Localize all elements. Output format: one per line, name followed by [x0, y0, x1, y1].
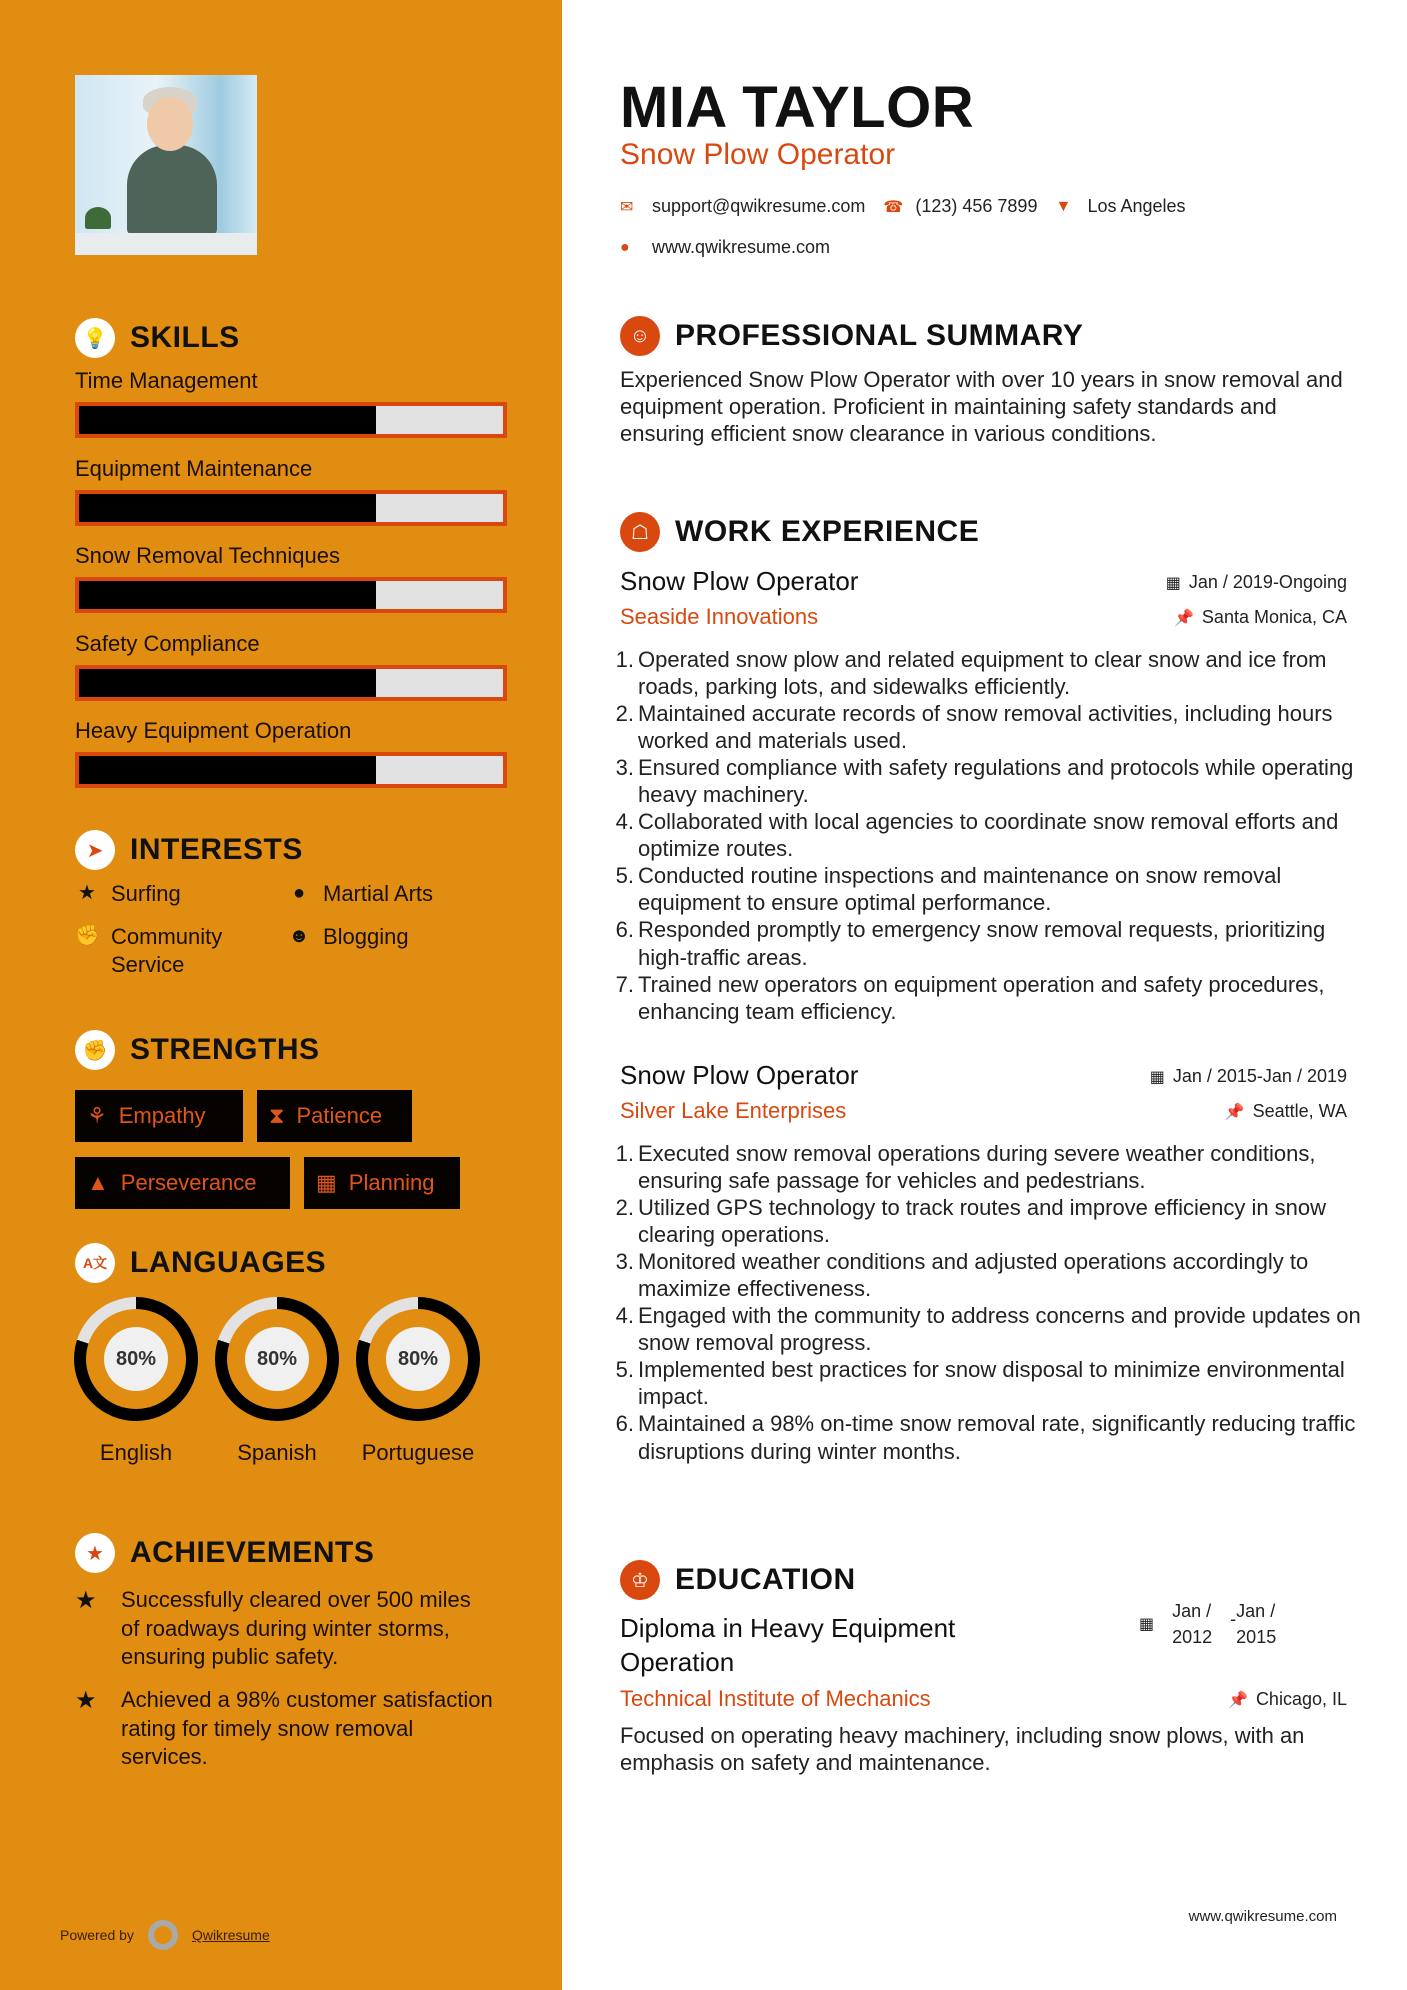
education-location-text: Chicago, IL	[1255, 1689, 1347, 1709]
achievement-item	[75, 1586, 495, 1672]
strength-label: Patience	[296, 1103, 383, 1128]
date-separator: -	[1230, 1609, 1237, 1629]
qwikresume-link[interactable]: Qwikresume	[191, 1927, 270, 1943]
pushpin-icon: 📌	[1224, 1103, 1245, 1121]
achievements-title: ACHIEVEMENTS	[130, 1536, 375, 1569]
skill-fill	[79, 406, 376, 434]
job-title: Snow Plow Operator	[620, 1060, 859, 1090]
interest-label: Community Service	[111, 923, 223, 978]
bullet-number: 1.	[615, 1141, 634, 1166]
globe-icon: ●	[620, 238, 630, 256]
phone-text: (123) 456 7899	[915, 196, 1038, 216]
bullet-number: 2.	[615, 701, 634, 727]
skill-bar	[75, 752, 507, 788]
contact-row	[620, 196, 1186, 217]
job-company: Seaside Innovations	[620, 604, 819, 629]
profile-photo	[75, 75, 257, 255]
handshake-icon: ⚘	[87, 1103, 107, 1128]
skill-item	[75, 368, 507, 438]
interest-label: Blogging	[323, 923, 409, 949]
languages-header	[75, 1243, 326, 1283]
job-bullet	[612, 1248, 1372, 1302]
strength-label: Planning	[348, 1170, 435, 1195]
sidebar	[0, 0, 562, 1990]
strength-badge	[257, 1090, 412, 1142]
interests-header	[75, 830, 303, 870]
language-item	[356, 1297, 480, 1468]
location-text: Los Angeles	[1087, 196, 1186, 216]
calendar-icon: ▦	[1165, 574, 1181, 592]
job-bullet	[612, 1410, 1372, 1464]
bullet-number: 5.	[615, 1357, 634, 1383]
job-location	[1225, 1101, 1347, 1122]
calendar-icon: ▦	[1139, 1615, 1155, 1633]
skill-fill	[79, 581, 376, 609]
summary-text: Experienced Snow Plow Operator with over 10 years in snow removal and equipment operation. Proficient in maintaining safety standards and ensuring efficient snow clearance in various conditions.	[620, 367, 1343, 447]
office-chair-icon: ☖	[620, 512, 660, 552]
language-label: Portuguese	[361, 1440, 475, 1465]
job-bullet	[612, 754, 1372, 808]
interest-item	[287, 923, 507, 980]
skill-label: Time Management	[75, 368, 258, 393]
education-end	[1230, 1598, 1276, 1650]
bullet-text: Operated snow plow and related equipment to clear snow and ice from roads, parking lots, and sidewalks efficiently.	[638, 647, 1327, 700]
lightbulb-icon: 💡	[75, 318, 115, 358]
job-bullet	[612, 862, 1372, 916]
job-bullet	[612, 808, 1372, 862]
job-bullet	[612, 1140, 1372, 1194]
skill-label: Heavy Equipment Operation	[75, 718, 352, 743]
bullet-text: Maintained a 98% on-time snow removal rate, significantly reducing traffic disruptions during winter months.	[638, 1411, 1356, 1464]
interest-item	[287, 880, 507, 909]
footer-website-link[interactable]: www.qwikresume.com	[1188, 1908, 1337, 1925]
skills-title: SKILLS	[130, 321, 240, 354]
job-bullets	[612, 1140, 1372, 1465]
bullet-text: Collaborated with local agencies to coordinate snow removal efforts and optimize routes.	[638, 809, 1339, 862]
education-start	[1172, 1598, 1212, 1650]
envelope-icon: ✉	[620, 198, 634, 216]
language-item	[74, 1297, 198, 1468]
job-dates-text: Jan / 2019-Ongoing	[1188, 572, 1347, 592]
bullet-number: 5.	[615, 863, 634, 889]
skills-header	[75, 318, 240, 358]
pushpin-icon: 📌	[1228, 1691, 1248, 1709]
education-dates	[1139, 1598, 1276, 1650]
strength-badge	[75, 1090, 243, 1142]
strength-label: Empathy	[118, 1103, 206, 1128]
job-bullet	[612, 916, 1372, 970]
bullet-text: Responded promptly to emergency snow removal requests, prioritizing high-traffic areas.	[638, 917, 1326, 970]
interest-label: Martial Arts	[323, 881, 434, 906]
skill-item	[75, 631, 507, 701]
achievement-item	[75, 1686, 495, 1772]
interest-item	[75, 880, 287, 909]
language-label: Spanish	[237, 1440, 317, 1465]
powered-by-label: Powered by	[60, 1927, 134, 1943]
fist-icon: ✊	[75, 924, 100, 947]
job-company: Silver Lake Enterprises	[620, 1098, 847, 1123]
achievement-text: Achieved a 98% customer satisfaction rating for timely snow removal services.	[121, 1687, 493, 1770]
bullet-text: Implemented best practices for snow disposal to minimize environmental impact.	[638, 1357, 1345, 1410]
email-link[interactable]: support@qwikresume.com	[652, 196, 866, 216]
bullet-text: Ensured compliance with safety regulations and protocols while operating heavy machinery.	[638, 755, 1354, 808]
candidate-name: MIA TAYLOR	[620, 75, 975, 140]
powered-by	[60, 1920, 270, 1950]
education-description: Focused on operating heavy machinery, including snow plows, with an emphasis on safety and maintenance.	[620, 1723, 1305, 1776]
job-dates-text: Jan / 2015-Jan / 2019	[1172, 1066, 1347, 1086]
job-dates	[1150, 1066, 1347, 1087]
candidate-role: Snow Plow Operator	[620, 138, 896, 171]
translate-icon: A文	[75, 1243, 115, 1283]
strengths-header	[75, 1030, 320, 1070]
binoculars-icon: ▲	[87, 1170, 109, 1195]
bullet-text: Trained new operators on equipment operation and safety procedures, enhancing team efficiency.	[638, 971, 1325, 1024]
skill-item	[75, 456, 507, 526]
bullet-text: Conducted routine inspections and maintenance on snow removal equipment to ensure optimal performance.	[638, 863, 1282, 916]
job-dates	[1166, 572, 1347, 593]
interests-title: INTERESTS	[130, 833, 303, 866]
bullet-number: 4.	[615, 809, 634, 835]
phone-icon: ☎	[883, 198, 904, 216]
skill-bar	[75, 665, 507, 701]
bullet-text: Maintained accurate records of snow removal activities, including hours worked and materials used.	[638, 701, 1333, 754]
bullet-number: 7.	[615, 971, 634, 997]
raised-fist-icon: ✊	[75, 1030, 115, 1070]
user-icon: ☺	[620, 316, 660, 356]
skill-bar	[75, 577, 507, 613]
skill-label: Equipment Maintenance	[75, 456, 313, 481]
job-location-text: Seattle, WA	[1252, 1101, 1347, 1121]
bullet-number: 1.	[615, 647, 634, 672]
map-marker-icon: ▼	[1055, 197, 1072, 215]
bullet-number: 6.	[615, 917, 634, 943]
website-link[interactable]: www.qwikresume.com	[652, 237, 831, 257]
education-end-month: Jan /	[1236, 1601, 1276, 1621]
job-location-text: Santa Monica, CA	[1201, 607, 1347, 627]
language-percent: 80%	[386, 1327, 450, 1391]
bullet-text: Executed snow removal operations during severe weather conditions, ensuring safe passage for vehicles and pedestrians.	[638, 1141, 1316, 1194]
pushpin-icon: 📌	[1174, 609, 1194, 627]
language-percent: 80%	[245, 1327, 309, 1391]
globe-icon: ●	[292, 882, 306, 904]
language-ring	[74, 1297, 198, 1421]
experience-title: WORK EXPERIENCE	[675, 515, 980, 548]
bullet-number: 6.	[615, 1411, 634, 1437]
qwikresume-logo-icon	[148, 1920, 178, 1950]
achievement-text: Successfully cleared over 500 miles of roadways during winter storms, ensuring public safety.	[121, 1587, 471, 1670]
strength-badge	[75, 1157, 290, 1209]
interest-label: Surfing	[111, 881, 181, 906]
calendar-icon: ▦	[1149, 1068, 1165, 1086]
education-degree: Diploma in Heavy Equipment Operation	[620, 1613, 956, 1677]
bullet-text: Monitored weather conditions and adjusted operations accordingly to maximize effectiveness.	[638, 1249, 1309, 1302]
skill-item	[75, 718, 507, 788]
education-school: Technical Institute of Mechanics	[620, 1686, 931, 1711]
job-bullet	[612, 646, 1372, 700]
main-content	[562, 0, 1407, 1990]
education-end-year: 2015	[1236, 1627, 1277, 1648]
skill-fill	[79, 756, 376, 784]
skill-label: Safety Compliance	[75, 631, 260, 656]
skill-fill	[79, 669, 376, 697]
users-icon: ☻	[288, 924, 310, 947]
education-header	[620, 1560, 856, 1600]
calendar-icon: ▦	[316, 1170, 337, 1195]
skill-fill	[79, 494, 376, 522]
bullet-number: 3.	[615, 1249, 634, 1275]
summary-title: PROFESSIONAL SUMMARY	[675, 319, 1084, 352]
strength-label: Perseverance	[120, 1170, 257, 1195]
language-percent: 80%	[104, 1327, 168, 1391]
hourglass-icon: ⧗	[269, 1103, 285, 1128]
achievements-header	[75, 1533, 374, 1573]
job-bullet	[612, 1194, 1372, 1248]
skill-label: Snow Removal Techniques	[75, 543, 340, 568]
strengths-title: STRENGTHS	[130, 1033, 320, 1066]
strength-badge	[304, 1157, 460, 1209]
skill-bar	[75, 490, 507, 526]
languages-title: LANGUAGES	[130, 1246, 327, 1279]
website-row	[620, 237, 830, 258]
language-ring	[215, 1297, 339, 1421]
language-item	[215, 1297, 339, 1468]
bullet-text: Utilized GPS technology to track routes and improve efficiency in snow clearing operations.	[638, 1195, 1327, 1248]
education-start-month: Jan /	[1172, 1601, 1212, 1621]
job-bullet	[612, 971, 1372, 1025]
education-title: EDUCATION	[675, 1563, 856, 1596]
shooting-star-icon: ★	[75, 1687, 97, 1714]
education-start-year: 2012	[1172, 1627, 1213, 1648]
job-bullet	[612, 1356, 1372, 1410]
skill-bar	[75, 402, 507, 438]
star-icon: ★	[78, 882, 96, 904]
interests-list	[75, 880, 515, 980]
bullet-number: 2.	[615, 1195, 634, 1221]
skill-item	[75, 543, 507, 613]
bullet-number: 4.	[615, 1303, 634, 1329]
shooting-star-icon: ★	[75, 1533, 115, 1573]
bullet-text: Engaged with the community to address concerns and provide updates on snow removal progress.	[638, 1303, 1361, 1356]
language-ring	[356, 1297, 480, 1421]
job-bullet	[612, 1302, 1372, 1356]
summary-header	[620, 316, 1083, 356]
graduate-icon: ♔	[620, 1560, 660, 1600]
experience-header	[620, 512, 979, 552]
paper-plane-icon: ➤	[75, 830, 115, 870]
shooting-star-icon: ★	[75, 1587, 97, 1614]
interest-item	[75, 923, 287, 980]
job-bullets	[612, 646, 1372, 1025]
language-label: English	[99, 1440, 173, 1465]
education-location	[1228, 1689, 1347, 1710]
job-location	[1174, 607, 1347, 628]
job-bullet	[612, 700, 1372, 754]
job-title: Snow Plow Operator	[620, 566, 859, 596]
bullet-number: 3.	[615, 755, 634, 781]
